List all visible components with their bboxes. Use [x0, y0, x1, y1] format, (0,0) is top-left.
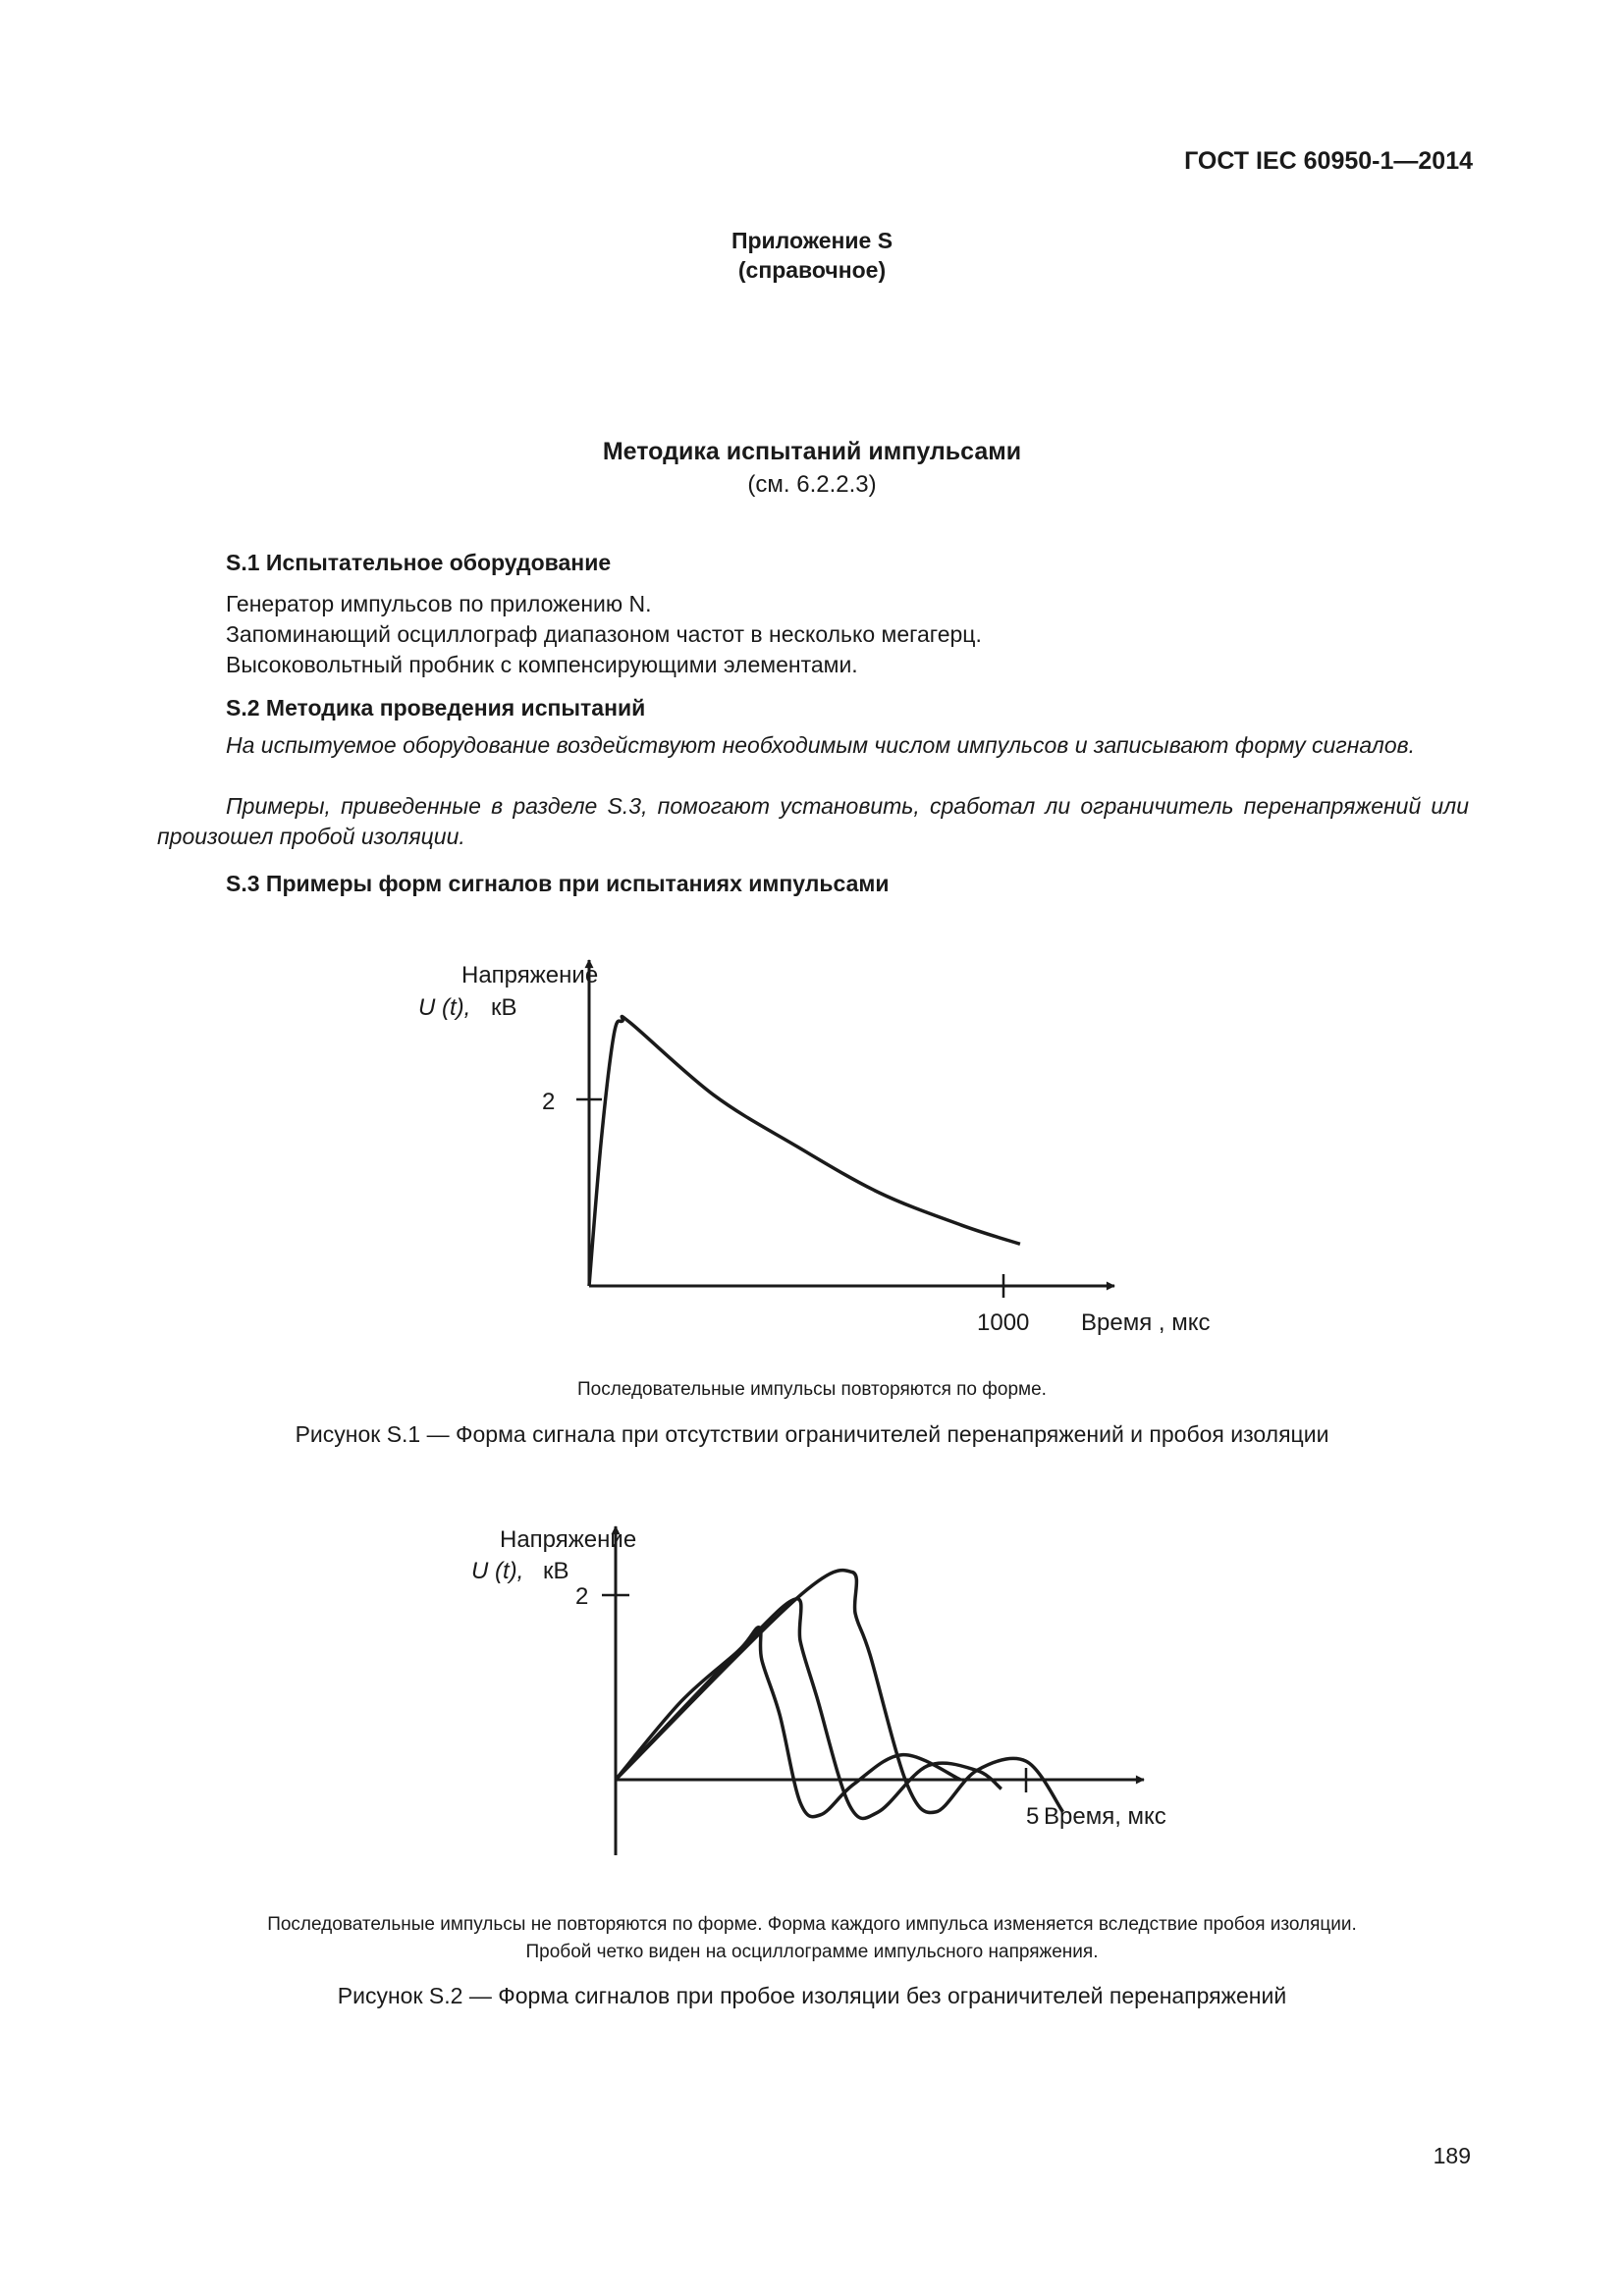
- y-axis-expr: U (t),: [471, 1558, 524, 1584]
- y-axis-expr: U (t),: [418, 994, 471, 1021]
- y-tick-label: 2: [575, 1583, 589, 1610]
- y-axis-unit: кВ: [491, 994, 517, 1021]
- waveform-curve: [589, 1016, 1020, 1286]
- section-s1-heading: S.1 Испытательное оборудование: [226, 550, 612, 575]
- figure-s2-note: Пробой четко виден на осциллограмме импульсного напряжения.: [525, 1942, 1099, 1962]
- annex-note: (справочное): [737, 257, 887, 283]
- s2-paragraph: Примеры, приведенные в разделе S.3, помогают установить, сработал ли ограничитель перенапряжений или произошел пробой изоляции.: [157, 793, 1469, 849]
- standard-number: ГОСТ IEC 60950-1—2014: [1184, 147, 1473, 175]
- annex-title: Приложение S: [731, 228, 893, 253]
- x-tick-label: 5: [1026, 1803, 1040, 1830]
- y-tick-label: 2: [542, 1089, 556, 1115]
- page-number: 189: [1433, 2143, 1471, 2168]
- y-axis-unit: кВ: [543, 1558, 569, 1584]
- s1-line: Запоминающий осциллограф диапазоном частот в несколько мегагерц.: [226, 621, 982, 647]
- page-title: Методика испытаний импульсами: [602, 438, 1022, 465]
- figure-s1-caption: Рисунок S.1 — Форма сигнала при отсутствии ограничителей перенапряжений и пробоя изоляции: [295, 1421, 1329, 1447]
- s1-line: Высоковольтный пробник с компенсирующими элементами.: [226, 652, 858, 677]
- s2-paragraph: На испытуемое оборудование воздействуют необходимым числом импульсов и записывают форму сигналов.: [226, 732, 1416, 758]
- figure-s2-note: Последовательные импульсы не повторяются по форме. Форма каждого импульса изменяется вследствие пробоя изоляции.: [267, 1914, 1357, 1935]
- title-reference: (см. 6.2.2.3): [747, 471, 877, 498]
- figure-s2-caption: Рисунок S.2 — Форма сигналов при пробое изоляции без ограничителей перенапряжений: [337, 1983, 1287, 2008]
- figure-s1-note: Последовательные импульсы повторяются по форме.: [577, 1379, 1047, 1400]
- y-axis-label: Напряжение: [461, 962, 599, 988]
- section-s3-heading: S.3 Примеры форм сигналов при испытаниях импульсами: [226, 871, 890, 896]
- x-tick-label: 1000: [977, 1309, 1030, 1336]
- y-axis-label: Напряжение: [500, 1526, 637, 1553]
- section-s2-heading: S.2 Методика проведения испытаний: [226, 695, 646, 721]
- x-axis-label: Время , мкс: [1081, 1309, 1211, 1336]
- x-axis-label: Время, мкс: [1044, 1803, 1166, 1830]
- s1-line: Генератор импульсов по приложению N.: [226, 591, 652, 616]
